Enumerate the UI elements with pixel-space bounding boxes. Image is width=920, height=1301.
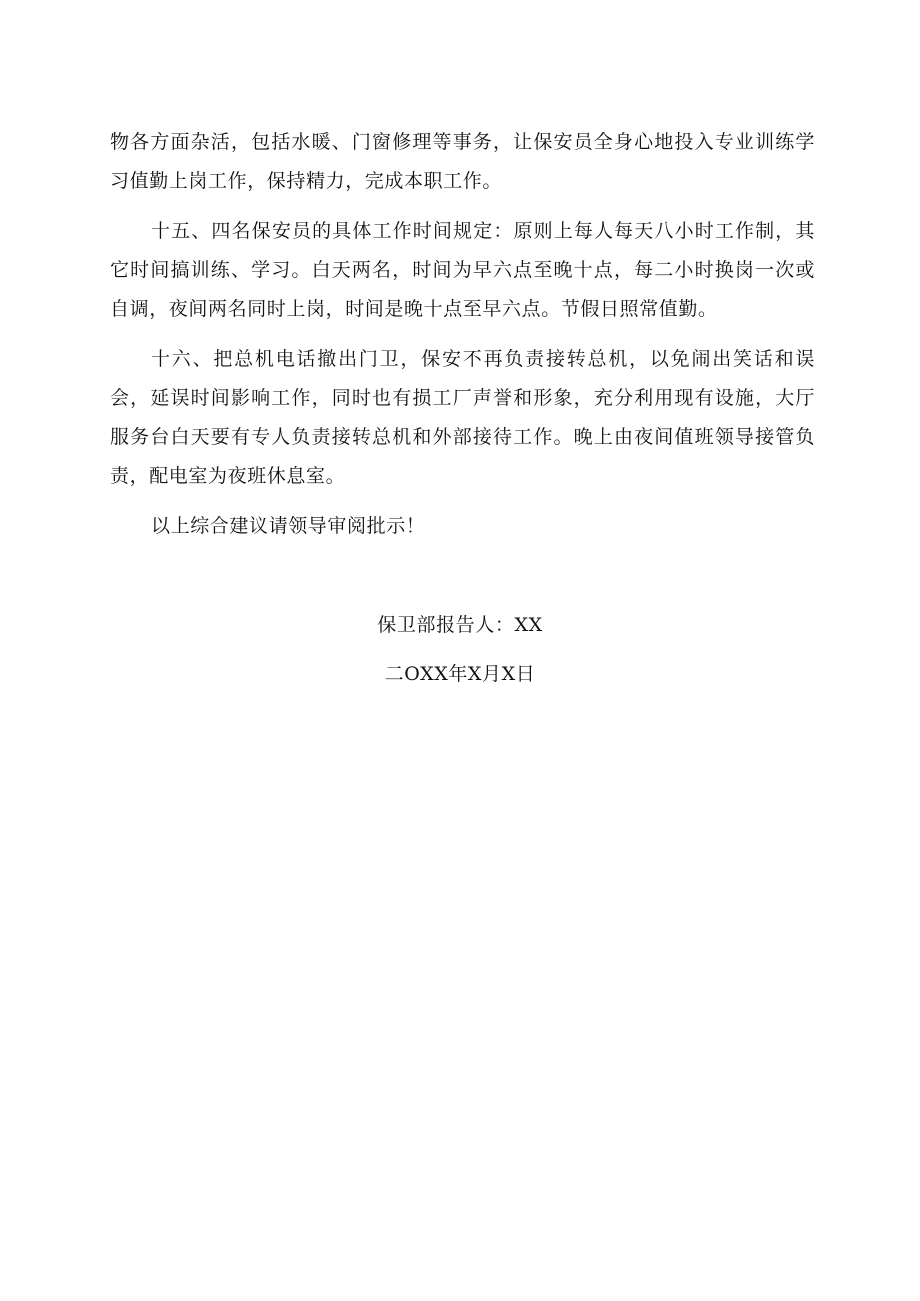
document-body [110, 123, 815, 546]
paragraph-item-16: 十六、把总机电话撤出门卫，保安不再负责接转总机，以免闹出笑话和误会，延误时间影响工作，同时也有损工厂声誉和形象，充分利用现有设施，大厅服务台白天要有专人负责接转总机和外部接待工作。晚上由夜间值班领导接管负责，配电室为夜班休息室。 [110, 348, 815, 487]
report-date: 二OXX年X月X日 [384, 663, 536, 685]
closing-request: 以上综合建议请领导审阅批示！ [151, 515, 426, 537]
reporter-signature: 保卫部报告人：XX [377, 614, 543, 636]
paragraph-continuation: 物各方面杂活，包括水暖、门窗修理等事务，让保安员全身心地投入专业训练学习值勤上岗工作，保持精力，完成本职工作。 [110, 131, 815, 192]
paragraph-item-15: 十五、四名保安员的具体工作时间规定：原则上每人每天八小时工作制，其它时间搞训练、学习。白天两名，时间为早六点至晚十点，每二小时换岗一次或自调，夜间两名同时上岗，时间是晚十点至早六点。节假日照常值勤。 [110, 220, 815, 320]
